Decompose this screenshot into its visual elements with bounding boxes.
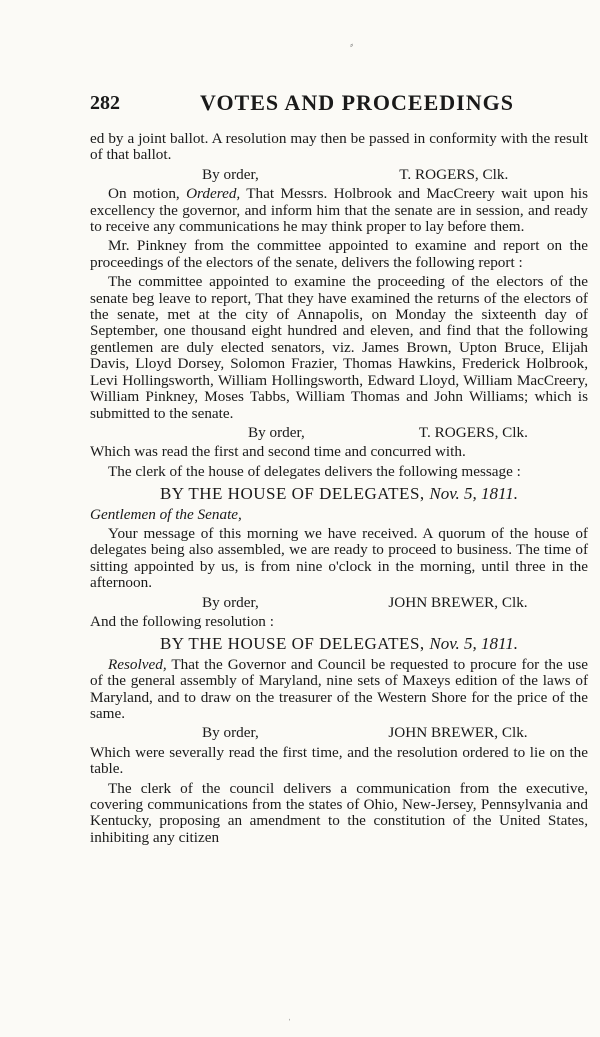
paragraph: Which was read the first and second time and concurred with. [90,443,466,461]
clerk-signature: JOHN BREWER, Clk. [388,724,528,742]
paragraph: The committee appointed to examine the proceeding of the electors of the senate beg leave to report, That they have examined the returns of the electors of the senate, met at the city of Annapolis, on Monday the sixteenth day of September, one thousand eight hundred and eleven, and find that the following gentlemen are duly elected senators, viz. James Brown, Upton Bruce, Elijah Davis, Lloyd Dorsey, Solomon Frazier, Thomas Hawkins, Frederick Holbrook, Levi Hollingsworth, William Hollingsworth, Edward Lloyd, William MacCreery, William Pinkney, Moses Tabbs, William Thomas and John Williams; which is submitted to the senate. [90,273,588,422]
by-order: By order, [202,165,259,183]
by-order: By order, [202,593,259,611]
running-title: VOTES AND PROCEEDINGS [200,90,514,115]
paragraph: Your message of this morning we have received. A quorum of the house of delegates being also assembled, we are ready to proceed to business. The time of sitting appointed by us, is from nine o'clock in the morning, until three in the afternoon. [90,524,588,592]
heading-text: BY THE HOUSE OF DELEGATES, [159,634,425,654]
heading-date: Nov. 5, 1811. [429,484,519,504]
paragraph: ed by a joint ballot. A resolution may then be passed in conformity with the result of that ballot. [90,130,588,164]
paragraph [90,186,588,235]
page-number: 282 [90,92,120,114]
text-span: That Messrs. Holbrook and MacCreery wait upon his excellency the governor, and inform him that the senate are in session, and ready to receive any communications he may think proper to lay before them. [90,185,588,236]
clerk-signature: JOHN BREWER, Clk. [388,593,528,611]
signature-line [90,167,588,183]
paragraph [90,657,588,723]
paragraph: Which were severally read the first time, and the resolution ordered to lie on the table. [90,743,588,778]
section-heading [90,486,588,502]
heading-date: Nov. 5, 1811. [429,634,519,654]
paragraph: The clerk of the house of delegates delivers the following message : [108,462,521,480]
heading-text: BY THE HOUSE OF DELEGATES, [159,484,425,504]
text-span: On motion, [108,185,187,203]
paragraph: Mr. Pinkney from the committee appointed to examine and report on the proceedings of the electors of the senate, delivers the following report : [90,237,588,271]
text-span-italic: Resolved, [108,655,167,673]
paragraph: And the following resolution : [90,612,274,630]
clerk-signature: T. ROGERS, Clk. [399,165,509,183]
paragraph: The clerk of the council delivers a communication from the executive, covering communications from the states of Ohio, New-Jersey, Pennsylvania and Kentucky, proposing an amendment to the constitution of the United States, inhibiting any citizen [90,779,588,846]
page-header [90,90,580,120]
signature-line [90,595,588,611]
text-span-italic: Ordered, [186,185,241,203]
salutation: Gentlemen of the Senate, [90,505,242,523]
by-order: By order, [248,423,305,441]
signature-line [90,725,588,741]
by-order: By order, [202,724,259,742]
page-body [90,131,588,849]
ink-mark: ⸗ [350,40,354,51]
text-span: That the Governor and Council be requested to procure for the use of the general assembly of Maryland, nine sets of Maxeys edition of the laws of Maryland, and to draw on the treasurer of the Western Shore for the price of the same. [90,655,588,722]
ink-mark: ˈ [288,1018,292,1029]
clerk-signature: T. ROGERS, Clk. [418,423,528,441]
signature-line [90,425,588,441]
section-heading [90,636,588,652]
